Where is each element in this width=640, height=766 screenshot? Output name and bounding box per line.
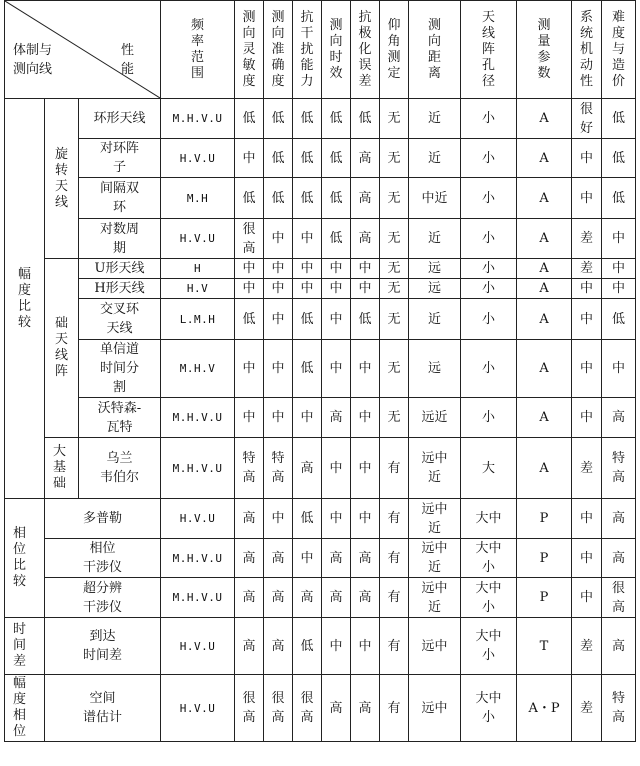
cell-aperture: 大中 (461, 499, 517, 539)
cell-elevation: 有 (380, 618, 409, 675)
cell-aperture: 小 (461, 99, 517, 139)
subgroup-rotating-antenna: 旋 转 天 线 (45, 99, 79, 259)
cell-elevation: 有 (380, 539, 409, 578)
cell-range: 远中 (409, 675, 461, 742)
cell-elevation: 无 (380, 340, 409, 398)
cell-accuracy: 中 (264, 340, 293, 398)
table-row (5, 279, 636, 299)
cell-frequency: H (161, 259, 235, 279)
method-name: 间隔双 环 (79, 178, 161, 219)
method-name: 多普勒 (45, 499, 161, 539)
cell-timeliness: 高 (322, 398, 351, 438)
cell-accuracy: 中 (264, 499, 293, 539)
method-name: 超分辨 干涉仪 (45, 578, 161, 618)
cell-polarization-error: 低 (351, 99, 380, 139)
cell-elevation: 有 (380, 499, 409, 539)
table-row (5, 178, 636, 219)
cell-aperture: 小 (461, 279, 517, 299)
cell-accuracy: 低 (264, 139, 293, 178)
cell-frequency: M.H.V.U (161, 539, 235, 578)
cell-anti-jamming: 高 (293, 438, 322, 499)
cell-frequency: M.H.V.U (161, 578, 235, 618)
column-header-timeliness: 测 向 时 效 (322, 1, 351, 99)
cell-parameters: A (517, 178, 572, 219)
cell-range: 远 (409, 279, 461, 299)
table-row (5, 139, 636, 178)
method-name: 环形天线 (79, 99, 161, 139)
cell-aperture: 小 (461, 340, 517, 398)
cell-polarization-error: 高 (351, 219, 380, 259)
table-row (5, 578, 636, 618)
cell-aperture: 大中 小 (461, 539, 517, 578)
column-header-range: 测 向 距 离 (409, 1, 461, 99)
cell-cost: 中 (602, 340, 636, 398)
cell-range: 远近 (409, 398, 461, 438)
corner-label-performance: 性 能 (121, 43, 135, 77)
df-system-comparison-table (4, 0, 636, 742)
cell-timeliness: 高 (322, 578, 351, 618)
method-name: 对数周 期 (79, 219, 161, 259)
method-name: 对环阵 子 (79, 139, 161, 178)
column-header-sensitivity: 测 向 灵 敏 度 (235, 1, 264, 99)
cell-cost: 低 (602, 99, 636, 139)
cell-range: 远中 近 (409, 499, 461, 539)
cell-aperture: 大中 小 (461, 578, 517, 618)
cell-parameters: P (517, 578, 572, 618)
cell-cost: 高 (602, 618, 636, 675)
method-name: 相位 干涉仪 (45, 539, 161, 578)
cell-parameters: A (517, 99, 572, 139)
subgroup-fixed-antenna-array: 础 天 线 阵 (45, 259, 79, 438)
table-row (5, 99, 636, 139)
cell-timeliness: 高 (322, 675, 351, 742)
cell-cost: 特 高 (602, 438, 636, 499)
table-row (5, 499, 636, 539)
cell-timeliness: 中 (322, 299, 351, 340)
cell-parameters: A (517, 438, 572, 499)
method-name: 空间 谱估计 (45, 675, 161, 742)
cell-parameters: A (517, 340, 572, 398)
cell-accuracy: 特 高 (264, 438, 293, 499)
cell-parameters: A (517, 219, 572, 259)
cell-timeliness: 中 (322, 618, 351, 675)
table-row (5, 219, 636, 259)
method-name: 到达 时间差 (45, 618, 161, 675)
cell-frequency: H.V.U (161, 499, 235, 539)
cell-anti-jamming: 很 高 (293, 675, 322, 742)
cell-frequency: H.V.U (161, 675, 235, 742)
cell-timeliness: 中 (322, 438, 351, 499)
cell-accuracy: 低 (264, 99, 293, 139)
cell-mobility: 差 (572, 675, 602, 742)
cell-accuracy: 很 高 (264, 675, 293, 742)
cell-sensitivity: 中 (235, 139, 264, 178)
cell-mobility: 中 (572, 578, 602, 618)
column-header-anti-jamming: 抗 干 扰 能 力 (293, 1, 322, 99)
subgroup-large-aperture: 大 基 础 (45, 438, 79, 499)
cell-parameters: P (517, 539, 572, 578)
column-header-frequency: 频 率 范 围 (161, 1, 235, 99)
method-name: U形天线 (79, 259, 161, 279)
cell-polarization-error: 中 (351, 499, 380, 539)
cell-mobility: 中 (572, 178, 602, 219)
cell-elevation: 无 (380, 279, 409, 299)
cell-cost: 中 (602, 279, 636, 299)
cell-range: 远中 近 (409, 578, 461, 618)
cell-anti-jamming: 低 (293, 99, 322, 139)
cell-anti-jamming: 低 (293, 139, 322, 178)
table-row (5, 675, 636, 742)
cell-anti-jamming: 高 (293, 578, 322, 618)
method-name: H形天线 (79, 279, 161, 299)
cell-parameters: A (517, 259, 572, 279)
cell-polarization-error: 中 (351, 279, 380, 299)
cell-range: 远中 近 (409, 539, 461, 578)
cell-parameters: A (517, 299, 572, 340)
cell-anti-jamming: 中 (293, 539, 322, 578)
cell-elevation: 无 (380, 139, 409, 178)
cell-parameters: A (517, 279, 572, 299)
cell-anti-jamming: 中 (293, 279, 322, 299)
cell-accuracy: 低 (264, 178, 293, 219)
method-name: 乌兰 韦伯尔 (79, 438, 161, 499)
method-name: 沃特森- 瓦特 (79, 398, 161, 438)
cell-frequency: M.H.V.U (161, 438, 235, 499)
cell-aperture: 大中 小 (461, 675, 517, 742)
cell-aperture: 小 (461, 299, 517, 340)
cell-accuracy: 中 (264, 299, 293, 340)
column-header-accuracy: 测 向 准 确 度 (264, 1, 293, 99)
table-row (5, 299, 636, 340)
group-amplitude-phase: 幅 度 相 位 (5, 675, 45, 742)
cell-frequency: M.H.V.U (161, 99, 235, 139)
cell-aperture: 小 (461, 139, 517, 178)
cell-elevation: 有 (380, 438, 409, 499)
cell-anti-jamming: 低 (293, 340, 322, 398)
cell-aperture: 小 (461, 259, 517, 279)
cell-accuracy: 中 (264, 259, 293, 279)
cell-range: 远 (409, 259, 461, 279)
group-amplitude-comparison: 幅 度 比 较 (5, 99, 45, 499)
table-row (5, 618, 636, 675)
cell-sensitivity: 中 (235, 398, 264, 438)
cell-mobility: 很 好 (572, 99, 602, 139)
cell-sensitivity: 中 (235, 259, 264, 279)
cell-anti-jamming: 低 (293, 178, 322, 219)
method-name: 单信道 时间分 割 (79, 340, 161, 398)
cell-range: 近 (409, 99, 461, 139)
cell-timeliness: 中 (322, 499, 351, 539)
cell-accuracy: 高 (264, 578, 293, 618)
cell-range: 近 (409, 139, 461, 178)
cell-mobility: 差 (572, 219, 602, 259)
cell-parameters: P (517, 499, 572, 539)
cell-timeliness: 中 (322, 279, 351, 299)
cell-accuracy: 高 (264, 618, 293, 675)
cell-frequency: M.H (161, 178, 235, 219)
group-time-difference: 时 间 差 (5, 618, 45, 675)
cell-range: 近 (409, 219, 461, 259)
cell-elevation: 有 (380, 578, 409, 618)
cell-frequency: H.V.U (161, 618, 235, 675)
cell-mobility: 差 (572, 259, 602, 279)
cell-frequency: H.V.U (161, 139, 235, 178)
cell-cost: 中 (602, 219, 636, 259)
cell-polarization-error: 中 (351, 438, 380, 499)
cell-sensitivity: 中 (235, 279, 264, 299)
cell-polarization-error: 中 (351, 398, 380, 438)
cell-cost: 特 高 (602, 675, 636, 742)
cell-anti-jamming: 中 (293, 219, 322, 259)
cell-parameters: A (517, 139, 572, 178)
cell-parameters: A・P (517, 675, 572, 742)
cell-sensitivity: 高 (235, 539, 264, 578)
method-name: 交叉环 天线 (79, 299, 161, 340)
cell-polarization-error: 中 (351, 259, 380, 279)
cell-polarization-error: 低 (351, 299, 380, 340)
cell-anti-jamming: 低 (293, 499, 322, 539)
cell-mobility: 中 (572, 139, 602, 178)
cell-polarization-error: 高 (351, 539, 380, 578)
cell-cost: 很 高 (602, 578, 636, 618)
cell-timeliness: 中 (322, 259, 351, 279)
column-header-elevation: 仰 角 测 定 (380, 1, 409, 99)
cell-polarization-error: 中 (351, 340, 380, 398)
cell-anti-jamming: 中 (293, 259, 322, 279)
table-row (5, 438, 636, 499)
cell-elevation: 无 (380, 99, 409, 139)
cell-sensitivity: 高 (235, 578, 264, 618)
group-phase-comparison: 相 位 比 较 (5, 499, 45, 618)
cell-mobility: 中 (572, 398, 602, 438)
corner-label-system: 体制与 测向线 (13, 43, 53, 77)
cell-elevation: 无 (380, 299, 409, 340)
cell-accuracy: 中 (264, 398, 293, 438)
cell-accuracy: 中 (264, 219, 293, 259)
cell-polarization-error: 中 (351, 618, 380, 675)
cell-cost: 低 (602, 139, 636, 178)
cell-elevation: 无 (380, 259, 409, 279)
cell-elevation: 无 (380, 398, 409, 438)
cell-parameters: T (517, 618, 572, 675)
cell-timeliness: 中 (322, 340, 351, 398)
header-row (5, 1, 636, 99)
cell-aperture: 小 (461, 398, 517, 438)
cell-aperture: 大 (461, 438, 517, 499)
cell-timeliness: 低 (322, 178, 351, 219)
cell-mobility: 中 (572, 340, 602, 398)
column-header-mobility: 系 统 机 动 性 (572, 1, 602, 99)
cell-sensitivity: 高 (235, 618, 264, 675)
column-header-parameters: 测 量 参 数 (517, 1, 572, 99)
cell-timeliness: 低 (322, 219, 351, 259)
cell-accuracy: 高 (264, 539, 293, 578)
cell-timeliness: 低 (322, 99, 351, 139)
cell-range: 远 (409, 340, 461, 398)
cell-cost: 高 (602, 499, 636, 539)
cell-cost: 低 (602, 299, 636, 340)
cell-range: 近 (409, 299, 461, 340)
cell-mobility: 中 (572, 279, 602, 299)
cell-range: 中近 (409, 178, 461, 219)
cell-elevation: 有 (380, 675, 409, 742)
cell-frequency: M.H.V (161, 340, 235, 398)
cell-sensitivity: 中 (235, 340, 264, 398)
cell-frequency: L.M.H (161, 299, 235, 340)
cell-frequency: H.V.U (161, 219, 235, 259)
corner-header (5, 1, 161, 99)
cell-anti-jamming: 中 (293, 398, 322, 438)
cell-sensitivity: 很 高 (235, 675, 264, 742)
cell-mobility: 中 (572, 299, 602, 340)
cell-frequency: H.V (161, 279, 235, 299)
cell-timeliness: 高 (322, 539, 351, 578)
cell-elevation: 无 (380, 178, 409, 219)
cell-polarization-error: 高 (351, 178, 380, 219)
cell-accuracy: 中 (264, 279, 293, 299)
cell-anti-jamming: 低 (293, 299, 322, 340)
table-row (5, 398, 636, 438)
cell-range: 远中 (409, 618, 461, 675)
cell-parameters: A (517, 398, 572, 438)
cell-mobility: 中 (572, 499, 602, 539)
cell-polarization-error: 高 (351, 139, 380, 178)
cell-mobility: 差 (572, 618, 602, 675)
cell-sensitivity: 低 (235, 178, 264, 219)
cell-cost: 高 (602, 398, 636, 438)
cell-aperture: 小 (461, 178, 517, 219)
cell-frequency: M.H.V.U (161, 398, 235, 438)
cell-timeliness: 低 (322, 139, 351, 178)
cell-cost: 高 (602, 539, 636, 578)
cell-cost: 低 (602, 178, 636, 219)
table-row (5, 259, 636, 279)
cell-aperture: 大中 小 (461, 618, 517, 675)
cell-elevation: 无 (380, 219, 409, 259)
cell-sensitivity: 高 (235, 499, 264, 539)
column-header-polarization-error: 抗 极 化 误 差 (351, 1, 380, 99)
cell-polarization-error: 高 (351, 675, 380, 742)
table-row (5, 539, 636, 578)
cell-cost: 中 (602, 259, 636, 279)
cell-anti-jamming: 低 (293, 618, 322, 675)
cell-polarization-error: 高 (351, 578, 380, 618)
cell-sensitivity: 特 高 (235, 438, 264, 499)
column-header-cost: 难 度 与 造 价 (602, 1, 636, 99)
cell-sensitivity: 低 (235, 299, 264, 340)
table-row (5, 340, 636, 398)
cell-range: 远中 近 (409, 438, 461, 499)
cell-aperture: 小 (461, 219, 517, 259)
cell-mobility: 差 (572, 438, 602, 499)
cell-sensitivity: 低 (235, 99, 264, 139)
cell-sensitivity: 很 高 (235, 219, 264, 259)
column-header-aperture: 天 线 阵 孔 径 (461, 1, 517, 99)
cell-mobility: 中 (572, 539, 602, 578)
